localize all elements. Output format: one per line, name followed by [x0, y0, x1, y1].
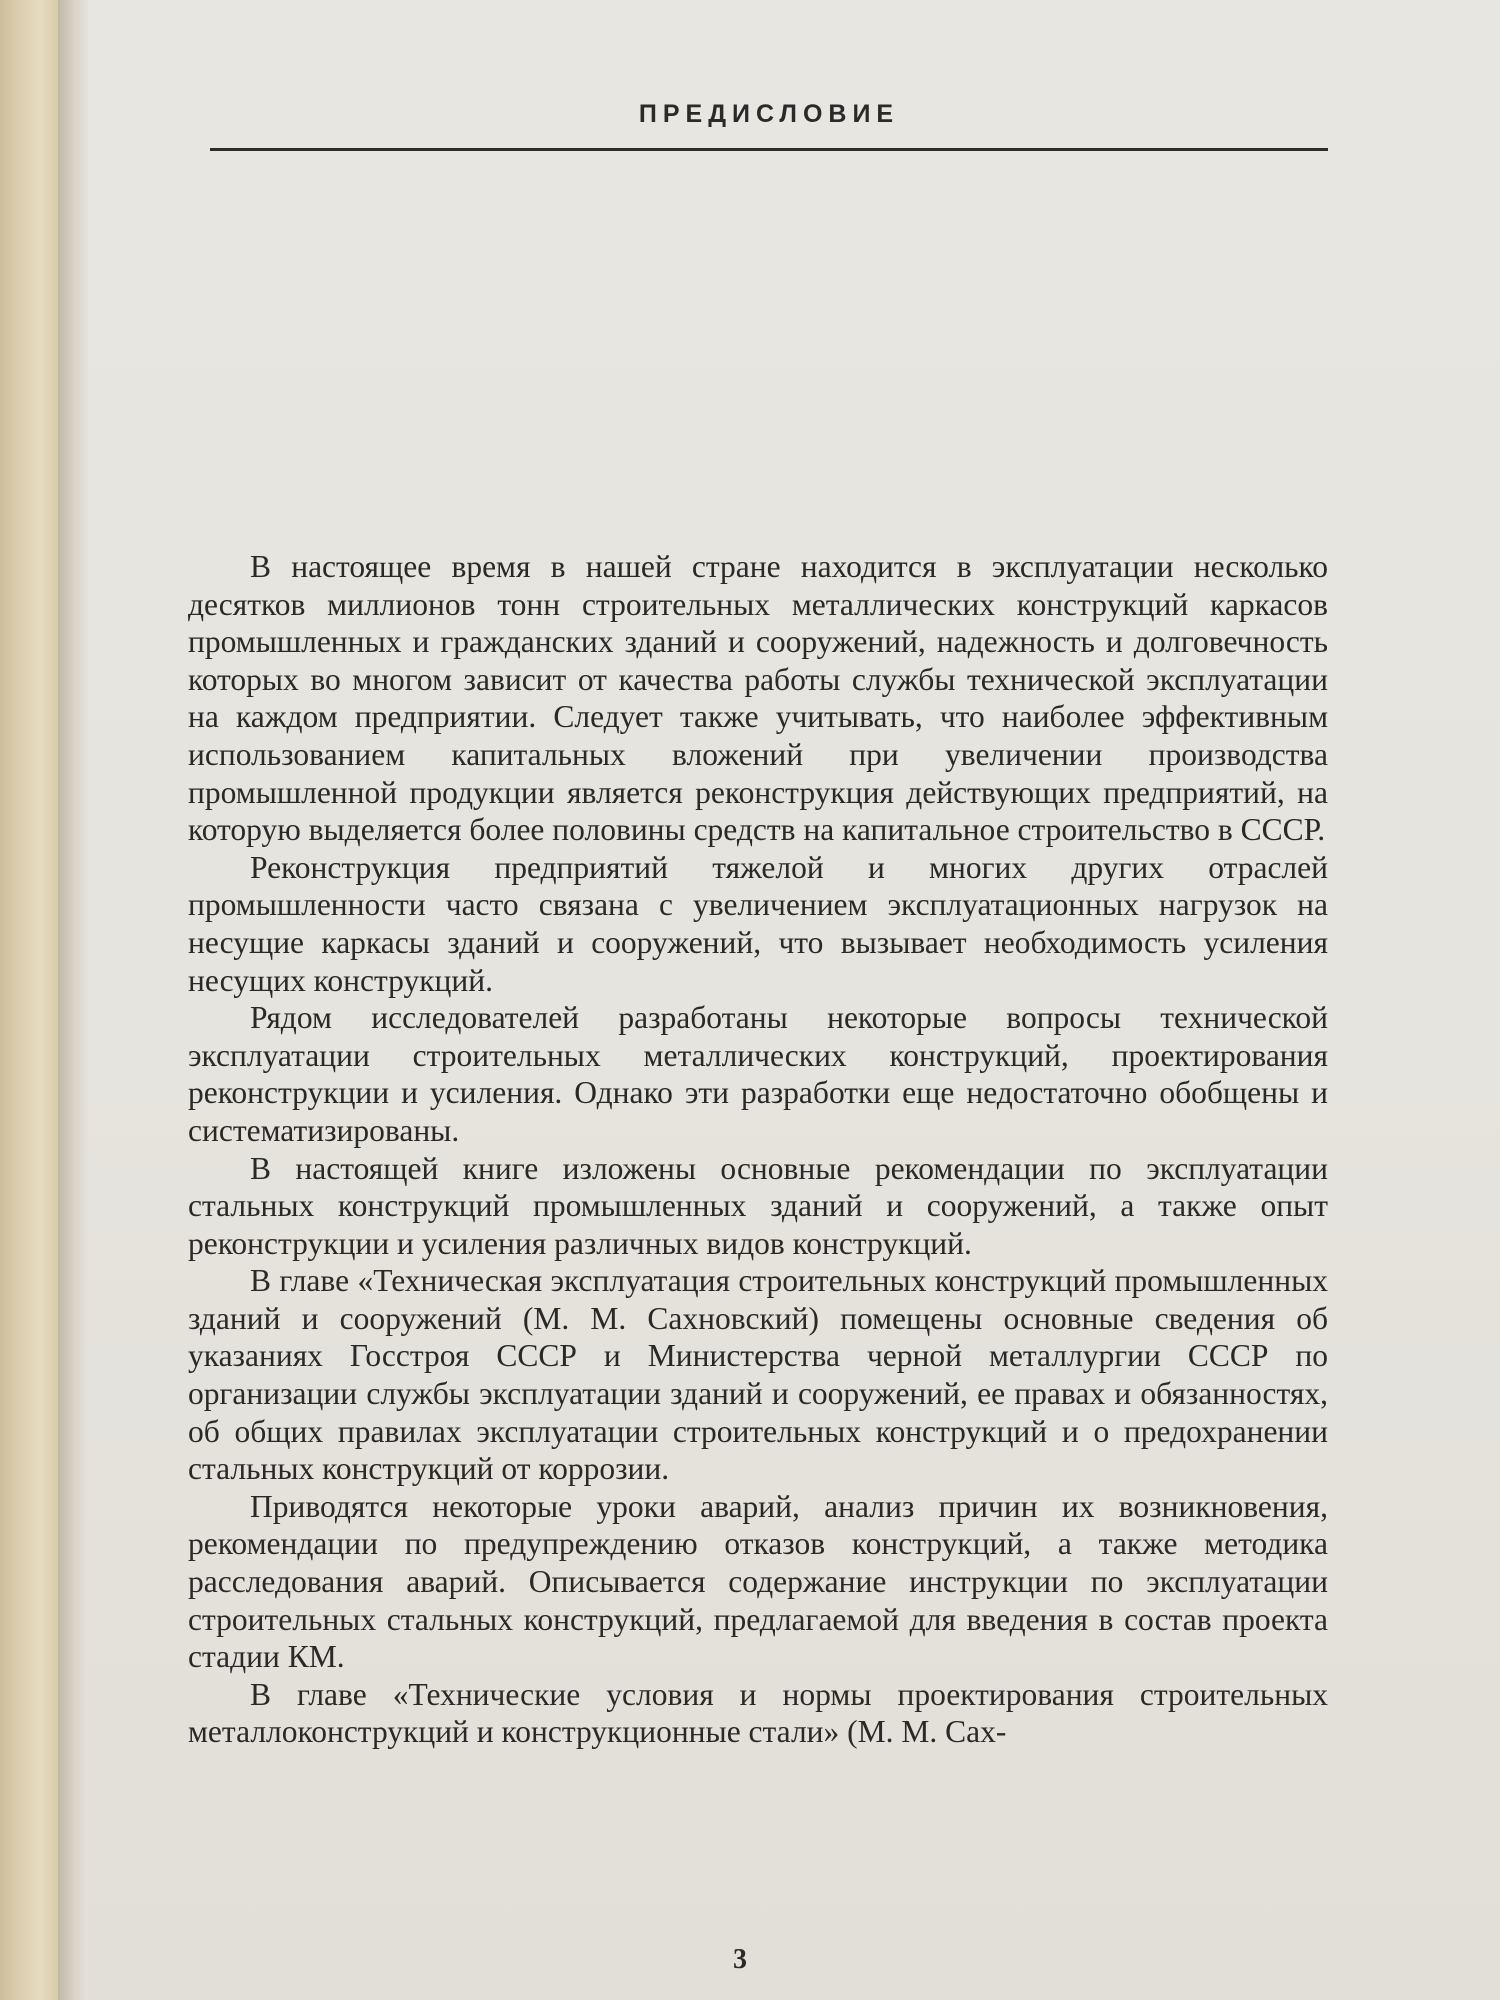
paragraph-3: Рядом исследователей разработаны некоторые вопросы технической эксплуатации строительных металлических конструкций, проектирования реконструкции и усиления. Однако эти разработки еще недостаточно обобщены и систематизированы.: [188, 1000, 1328, 1148]
paragraph-1: В настоящее время в нашей стране находится в эксплуатации несколько десятков миллионов тонн строительных металлических конструкций каркасов промышленных и гражданских зданий и сооружений, надежность и долговечность которых во многом зависит от качества работы службы технической эксплуатации на каждом предприятии. Следует также учитывать, что наиболее эффективным использованием капитальных вложений при увеличении производства промышленной продукции является реконструкция действующих предприятий, на которую выделяется более половины средств на капитальное строительство в СССР.: [188, 549, 1328, 848]
paragraph-5: В главе «Техническая эксплуатация строительных конструкций промышленных зданий и сооружений (М. М. Сахновский) помещены основные сведения об указаниях Госстроя СССР и Министерства черной металлургии СССР по организации службы эксплуатации зданий и сооружений, ее правах и обязанностях, об общих правилах эксплуатации строительных конструкций и о предохранении стальных конструкций от коррозии.: [188, 1263, 1328, 1487]
running-head: ПРЕДИСЛОВИЕ: [638, 100, 900, 128]
paragraph-2: Реконструкция предприятий тяжелой и многих других отраслей промышленности часто связана с увеличением эксплуатационных нагрузок на несущие каркасы зданий и сооружений, что вызывает необходимость усиления несущих конструкций.: [188, 849, 1328, 998]
book-binding-edge: [0, 0, 58, 2000]
paragraph-7: В главе «Технические условия и нормы проектирования строительных металлоконструкций и конструкционные стали» (М. М. Сах-: [188, 1676, 1328, 1750]
paragraph-4: В настоящей книге изложены основные рекомендации по эксплуатации стальных конструкций промышленных зданий и сооружений, а также опыт реконструкции и усиления различных видов конструкций.: [188, 1150, 1328, 1261]
body-text: [188, 548, 1328, 1751]
header-rule: [210, 148, 1328, 151]
page-number: 3: [733, 1944, 747, 1975]
paragraph-6: Приводятся некоторые уроки аварий, анализ причин их возникновения, рекомендации по предупреждению отказов конструкций, а также методика расследования аварий. Описывается содержание инструкции по эксплуатации строительных стальных конструкций, предлагаемой для введения в состав проекта стадии КМ.: [188, 1488, 1328, 1675]
page-gutter-shadow: [58, 0, 88, 2000]
